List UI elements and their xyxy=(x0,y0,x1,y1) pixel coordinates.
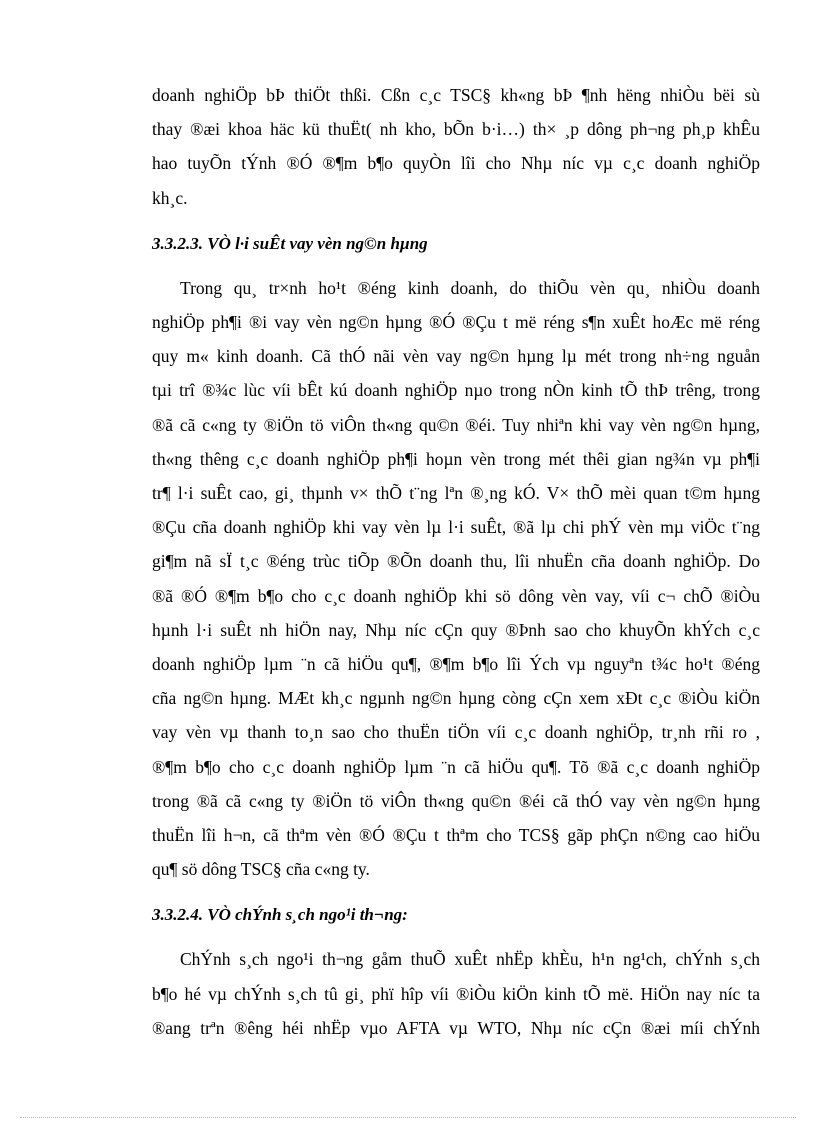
text-line: gi¶m nã sÏ t¸c ®éng trùc tiÕp ®Õn doanh thu, lîi nhuËn cña doanh nghiÖp. Do xyxy=(152,551,760,572)
text-line: vay vèn vµ thanh to¸n sao cho thuËn tiÖn víi c¸c doanh nghiÖp, tr¸nh rñi ro , xyxy=(152,722,760,743)
text-line: nghiÖp ph¶i ®i vay vèn ng©n hµng ®Ó ®Çu t më réng s¶n xuÊt hoÆc më réng xyxy=(152,312,760,333)
page-content xyxy=(152,78,760,1045)
text-line: ®Çu cña doanh nghiÖp khi vay vèn lµ l·i suÊt, ®ã lµ chi phÝ vèn mµ viÖc t¨ng xyxy=(152,517,760,538)
text-line: thuËn lîi h¬n, cã thªm vèn ®Ó ®Çu t thªm cho TCS§ gãp phÇn n©ng cao hiÖu xyxy=(152,825,760,846)
text-line: ®ã cã c«ng ty ®iÖn tö viÔn th«ng qu©n ®éi. Tuy nhiªn khi vay vèn ng©n hµng, xyxy=(152,414,760,435)
text-line: ®¶m b¶o cho c¸c doanh nghiÖp lµm ¨n cã hiÖu qu¶. Tõ ®ã c¸c doanh nghiÖp xyxy=(152,756,760,777)
paragraph-3 xyxy=(152,942,760,1045)
text-line: thay ®æi khoa häc kü thuËt( nh kho, bÕn b·i…) th× ¸p dông ph¬ng ph¸p khÊu xyxy=(152,119,760,140)
text-line: trong ®ã cã c«ng ty ®iÖn tö viÔn th«ng qu©n ®éi cã thÓ vay vèn ng©n hµng xyxy=(152,790,760,811)
text-line: hµnh l·i suÊt nh hiÖn nay, Nhµ níc cÇn quy ®Þnh sao cho khuyÕn khÝch c¸c xyxy=(152,619,760,640)
text-line: kh¸c. xyxy=(152,187,188,208)
text-line: th«ng thêng c¸c doanh nghiÖp ph¶i hoµn vèn trong mét thêi gian ng¾n vµ ph¶i xyxy=(152,448,760,469)
text-line: ®ang trªn ®êng héi nhËp vµo AFTA vµ WTO, Nhµ níc cÇn ®æi míi chÝnh xyxy=(152,1017,760,1038)
paragraph-1 xyxy=(152,78,760,215)
text-line: tµi trî ®¾c lùc víi bÊt kú doanh nghiÖp nµo trong nÒn kinh tÕ thÞ trêng, trong xyxy=(152,380,760,401)
text-line: quy m« kinh doanh. Cã thÓ nãi vèn vay ng©n hµng lµ mét trong nh÷ng nguån xyxy=(152,346,760,367)
text-line: tr¶ l·i suÊt cao, gi¸ thµnh v× thÕ t¨ng lªn ®¸ng kÓ. V× thÕ mèi quan t©m hµng xyxy=(152,483,760,504)
text-line: Trong qu¸ tr×nh ho¹t ®éng kinh doanh, do thiÕu vèn qu¸ nhiÒu doanh xyxy=(180,277,760,298)
text-line: qu¶ sö dông TSC§ cña c«ng ty. xyxy=(152,859,370,880)
text-line: hao tuyÕn tÝnh ®Ó ®¶m b¶o quyÒn lîi cho Nhµ níc vµ c¸c doanh nghiÖp xyxy=(152,153,760,174)
page-bottom-divider xyxy=(20,1117,796,1118)
text-line: doanh nghiÖp lµm ¨n cã hiÖu qu¶, ®¶m b¶o lîi Ých vµ nguyªn t¾c ho¹t ®éng xyxy=(152,654,760,675)
paragraph-2 xyxy=(152,271,760,887)
text-line: doanh nghiÖp bÞ thiÖt thßi. Cßn c¸c TSC§ kh«ng bÞ ¶nh hëng nhiÒu bëi sù xyxy=(152,85,760,105)
text-line: ®ã ®Ó ®¶m b¶o cho c¸c doanh nghiÖp khi sö dông vèn vay, víi c¬ chÕ ®iÒu xyxy=(152,585,760,606)
text-line: ChÝnh s¸ch ngo¹i th¬ng gåm thuÕ xuÊt nhËp khÈu, h¹n ng¹ch, chÝnh s¸ch xyxy=(180,949,760,970)
text-line: b¶o hé vµ chÝnh s¸ch tû gi¸ phï hîp víi ®iÒu kiÖn kinh tÕ më. HiÖn nay níc ta xyxy=(152,983,760,1004)
text-line: cña ng©n hµng. MÆt kh¸c ngµnh ng©n hµng còng cÇn xem xÐt c¸c ®iÒu kiÖn xyxy=(152,688,760,709)
section-heading-3-3-2-3: 3.3.2.3. VÒ l·i suÊt vay vèn ng©n hµng xyxy=(152,233,428,253)
section-heading-3-3-2-4: 3.3.2.4. VÒ chÝnh s¸ch ngo¹i th¬ng: xyxy=(152,905,408,925)
